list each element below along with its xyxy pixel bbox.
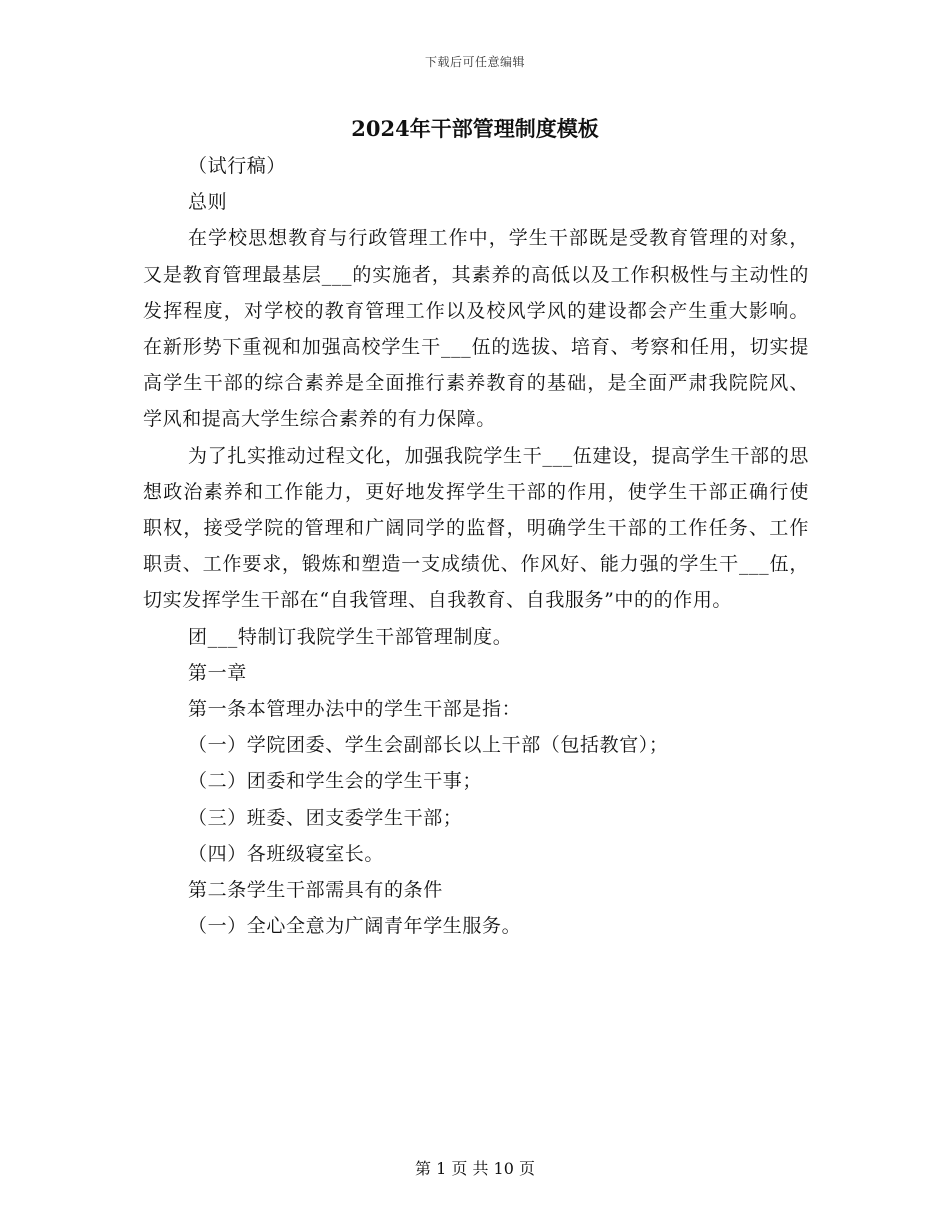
paragraph-article-two: 第二条学生干部需具有的条件 (188, 879, 443, 902)
document-body (143, 148, 809, 944)
paragraph-draft-note: （试行稿） (188, 155, 287, 177)
paragraph-chapter-one: 第一章 (188, 661, 247, 684)
list-item: （二）团委和学生会的学生干事； (188, 770, 483, 793)
list-item: （三）班委、团支委学生干部； (188, 806, 463, 829)
paragraph-general-principles-heading: 总则 (188, 191, 228, 214)
header-note: 下载后可任意编辑 (424, 55, 525, 69)
page-number: 第 1 页 共 10 页 (415, 1159, 535, 1178)
paragraph-purpose: 为了扎实推动过程文化，加强我院学生干___伍建设，提高学生干部的思想政治素养和工作能力，更好地发挥学生干部的作用，使学生干部正确行使职权，接受学院的管理和广阔同学的监督，明确学生干部的工作任务、工作职责、工作要求，锻炼和塑造一支成绩优、作风好、能力强的学生干___伍，切实发挥学生干部在“自我管理、自我教育、自我服务”中的的作用。 (143, 444, 809, 612)
list-item: （四）各班级寝室长。 (188, 842, 385, 865)
document-title: 2024年干部管理制度模板 (351, 116, 599, 141)
paragraph-article-one: 第一条本管理办法中的学生干部是指： (188, 698, 522, 721)
list-item: （一）学院团委、学生会副部长以上干部（包括教官）； (188, 734, 669, 757)
paragraph-intro: 在学校思想教育与行政管理工作中，学生干部既是受教育管理的对象，又是教育管理最基层___的实施者，其素养的高低以及工作积极性与主动性的发挥程度，对学校的教育管理工作以及校风学风的建设都会产生重大影响。在新形势下重视和加强高校学生干___伍的选拔、培育、考察和任用，切实提高学生干部的综合素养是全面推行素养教育的基础，是全面严肃我院院风、学风和提高大学生综合素养的有力保障。 (143, 227, 809, 431)
list-item: （一）全心全意为广阔青年学生服务。 (188, 915, 522, 938)
paragraph-statement: 团___特制订我院学生干部管理制度。 (188, 625, 513, 648)
